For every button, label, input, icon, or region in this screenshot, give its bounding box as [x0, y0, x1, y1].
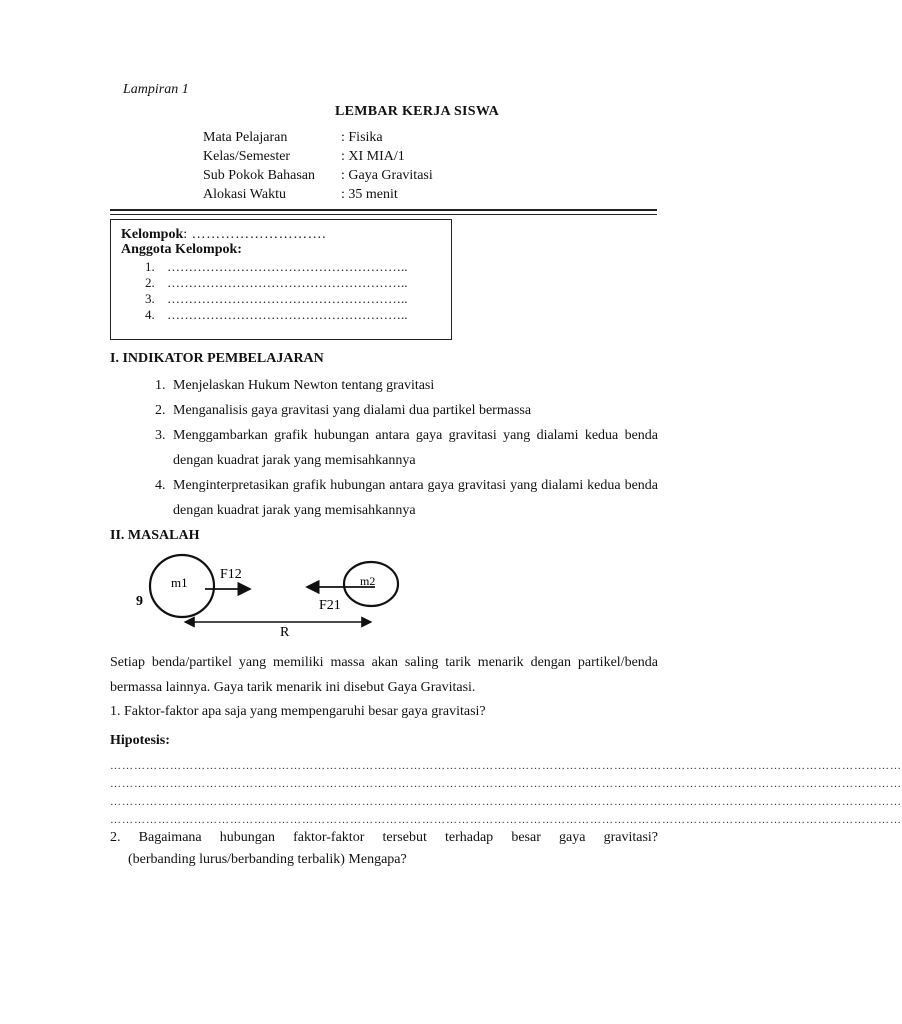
item-number: 2.: [155, 403, 166, 418]
member-blank[interactable]: ………………………………………………..: [167, 259, 408, 274]
group-name-blank[interactable]: : ……………………….: [183, 227, 327, 242]
meta-value: : XI MIA/1: [341, 149, 405, 164]
member-number: 2.: [145, 275, 155, 290]
meta-label: Kelas/Semester: [203, 149, 291, 164]
member-number: 3.: [145, 291, 155, 306]
answer-line[interactable]: ………………………………………………………………………………………………………………………………………………………………………………: [110, 778, 902, 790]
page-title: LEMBAR KERJA SISWA: [334, 104, 500, 119]
group-label: Kelompok: [121, 227, 184, 242]
member-blank[interactable]: ………………………………………………..: [167, 291, 408, 306]
item-number: 3.: [155, 428, 166, 443]
member-number: 4.: [145, 307, 155, 322]
hypothesis-label: Hipotesis:: [110, 733, 170, 748]
mass-2-label: m2: [360, 574, 376, 588]
meta-value: : Fisika: [341, 130, 383, 145]
section-heading-problem: II. MASALAH: [110, 528, 200, 543]
meta-label: Alokasi Waktu: [203, 187, 286, 202]
answer-line[interactable]: ………………………………………………………………………………………………………………………………………………………………………………: [110, 796, 902, 808]
member-number: 1.: [145, 259, 155, 274]
member-blank[interactable]: ………………………………………………..: [167, 275, 408, 290]
item-number: 4.: [155, 478, 166, 493]
meta-label: Sub Pokok Bahasan: [203, 168, 315, 183]
item-text: Menginterpretasikan grafik hubungan antara gaya gravitasi yang dialami kedua benda dengan kuadrat jarak yang memisahkannya: [173, 478, 658, 518]
item-text: Menjelaskan Hukum Newton tentang gravitasi: [173, 378, 435, 393]
question-2-continuation: (berbanding lurus/berbanding terbalik) Mengapa?: [128, 852, 407, 867]
question-2: 2. Bagaimana hubungan faktor-faktor tersebut terhadap besar gaya gravitasi?: [110, 830, 658, 845]
question-1: 1. Faktor-faktor apa saja yang mempengaruhi besar gaya gravitasi?: [110, 704, 486, 719]
answer-line[interactable]: ………………………………………………………………………………………………………………………………………………………………………………: [110, 814, 902, 826]
meta-value: : Gaya Gravitasi: [341, 168, 433, 183]
members-heading: Anggota Kelompok:: [121, 242, 242, 257]
meta-label: Mata Pelajaran: [203, 130, 288, 145]
force-f12-label: F12: [220, 567, 242, 582]
answer-line[interactable]: ………………………………………………………………………………………………………………………………………………………………………………: [110, 760, 902, 772]
item-number: 1.: [155, 378, 166, 393]
problem-paragraph: Setiap benda/partikel yang memiliki massa akan saling tarik menarik dengan partikel/benda bermassa lainnya. Gaya tarik menarik ini disebut Gaya Gravitasi.: [110, 655, 658, 695]
appendix-label: Lampiran 1: [123, 82, 189, 97]
member-blank[interactable]: ………………………………………………..: [167, 307, 408, 322]
meta-value: : 35 menit: [341, 187, 398, 202]
force-f21-label: F21: [319, 598, 341, 613]
mass-1-label: m1: [171, 575, 188, 590]
stray-mark: 9: [136, 594, 143, 609]
distance-r-label: R: [280, 625, 290, 640]
item-text: Menggambarkan grafik hubungan antara gaya gravitasi yang dialami kedua benda dengan kuadrat jarak yang memisahkannya: [173, 428, 658, 468]
section-heading-indicators: I. INDIKATOR PEMBELAJARAN: [110, 351, 324, 366]
item-text: Menganalisis gaya gravitasi yang dialami dua partikel bermassa: [173, 403, 532, 418]
